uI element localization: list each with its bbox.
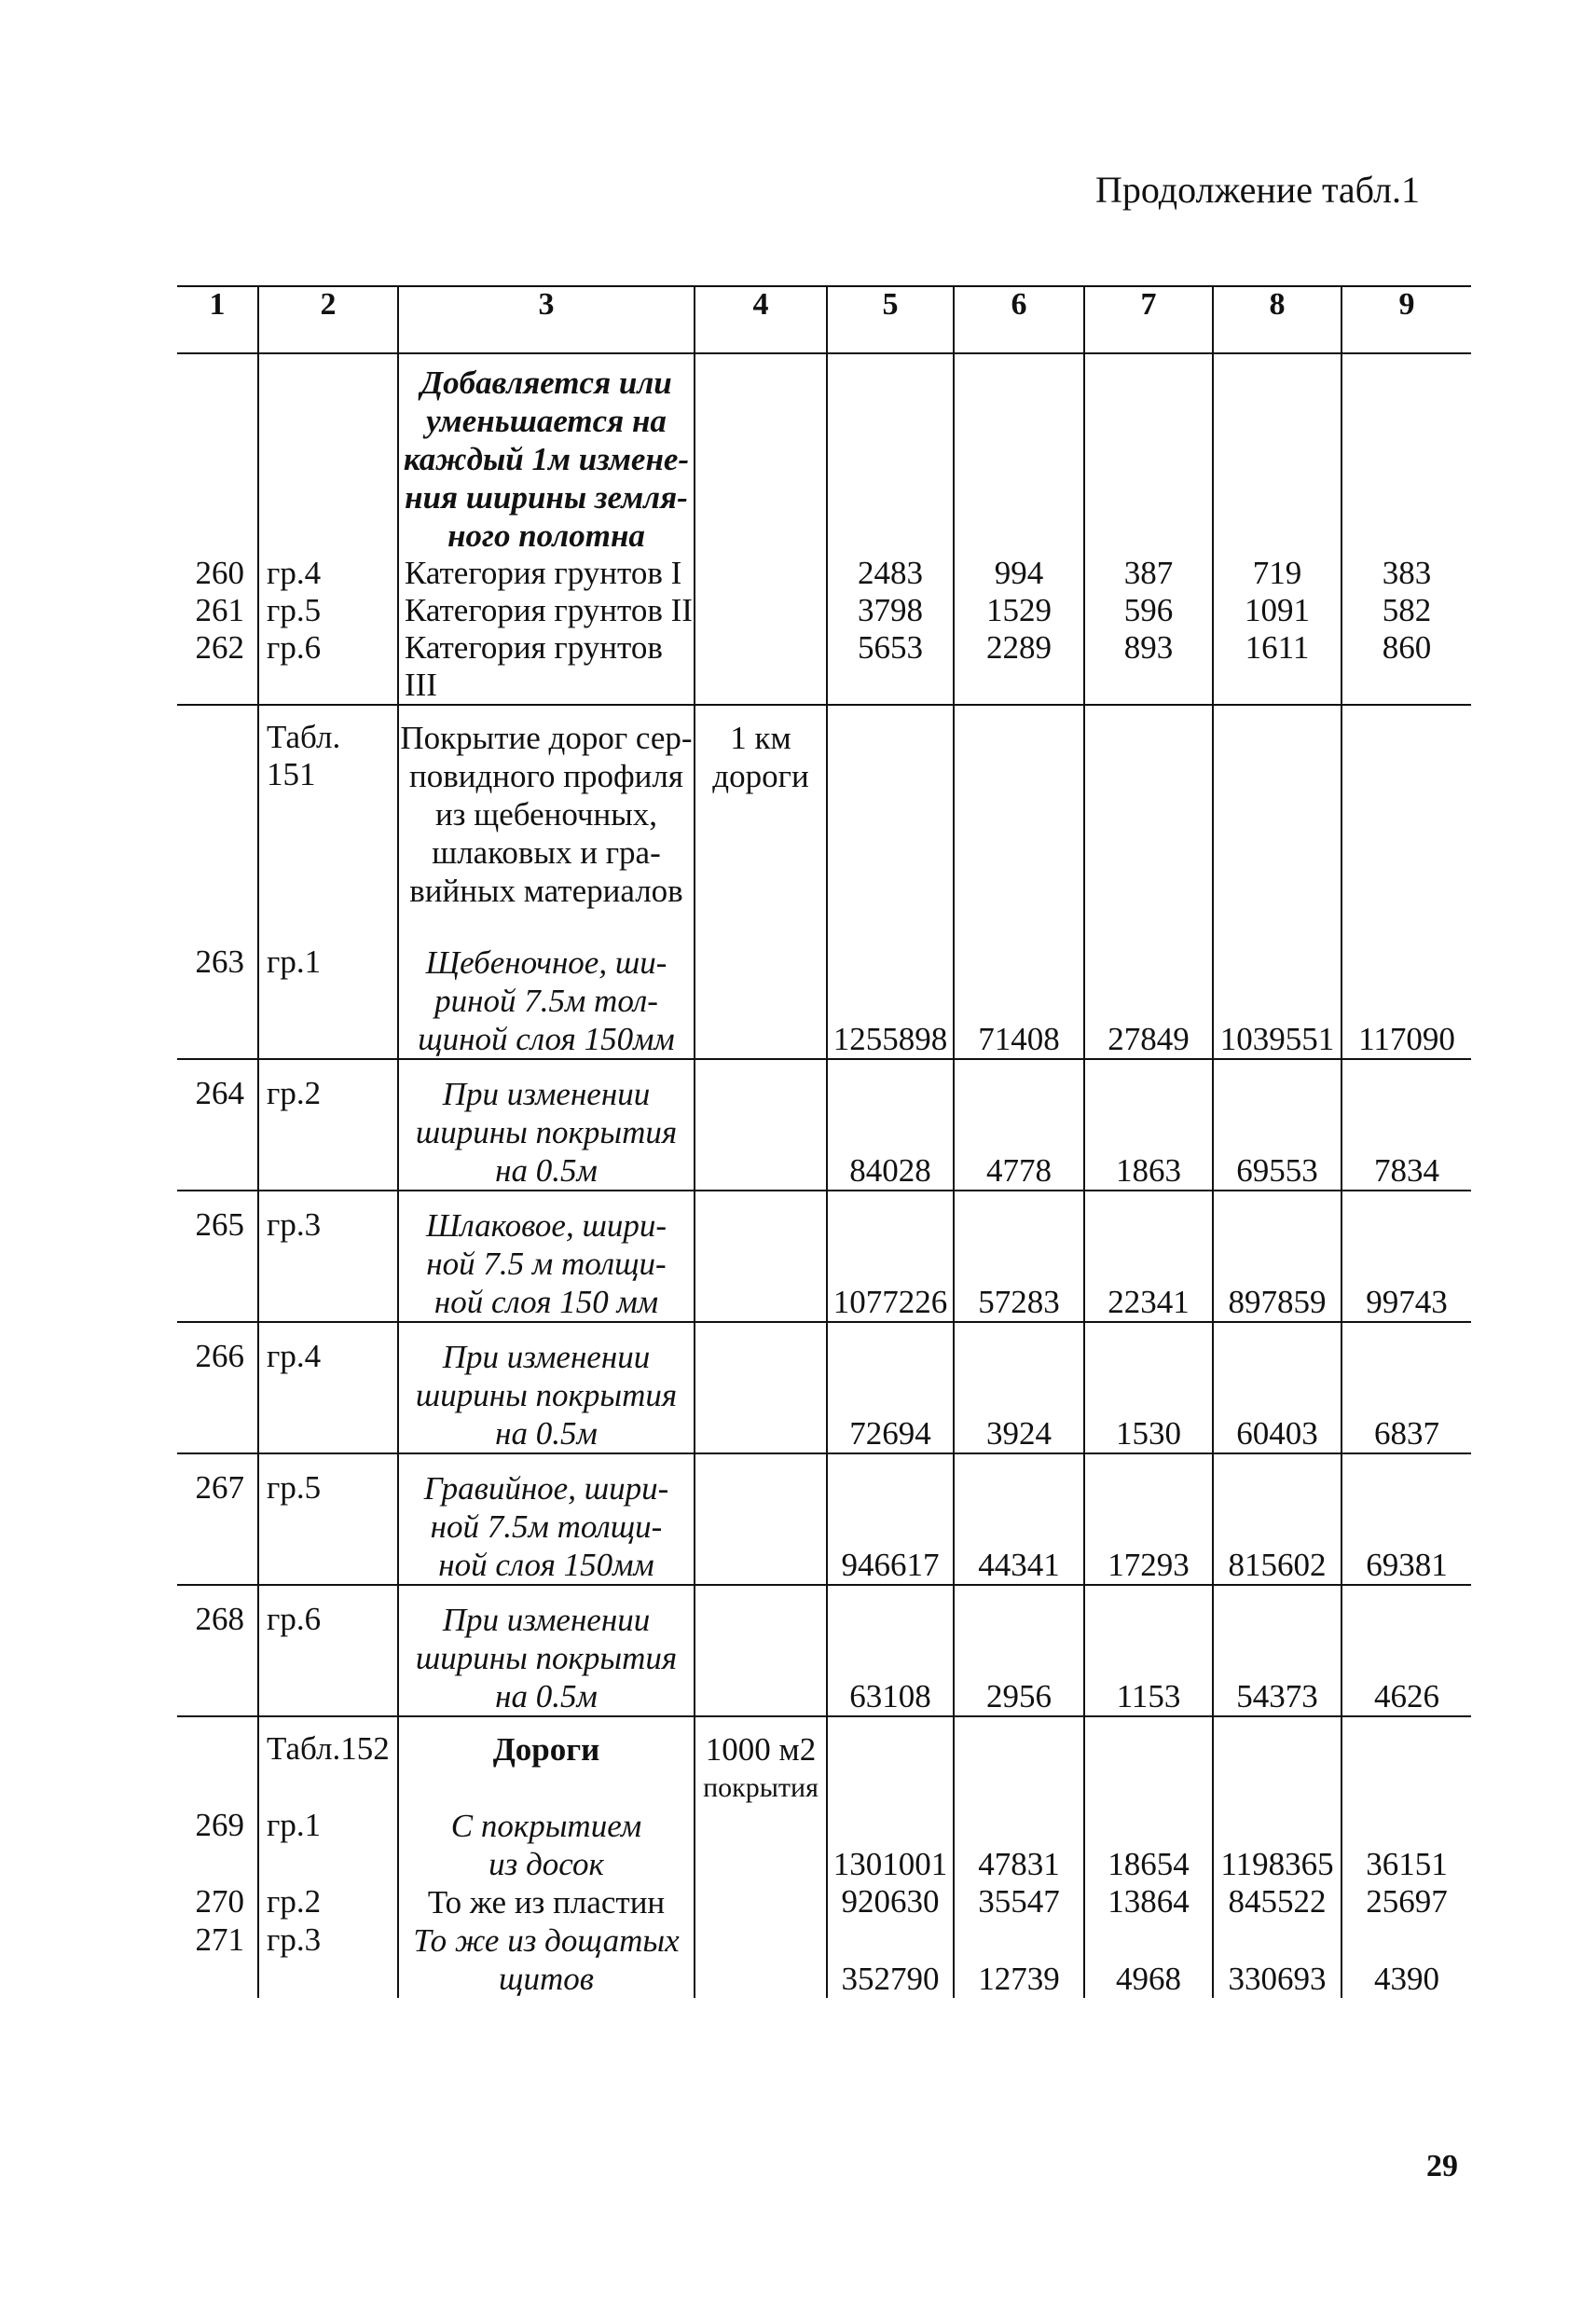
row-number: 270: [195, 1883, 244, 1920]
cell-value: 1255898: [827, 910, 954, 1059]
row-number: 263: [195, 943, 244, 980]
table-row: [177, 910, 1471, 1059]
cell-value: 54373: [1213, 1585, 1341, 1716]
row-group: гр.5: [258, 1453, 398, 1585]
cell-value: 71408: [954, 910, 1084, 1059]
cell-value: 99743: [1341, 1191, 1471, 1322]
column-header: 8: [1213, 286, 1341, 353]
row-number: 269: [195, 1807, 244, 1843]
cell-value: 920630: [827, 1883, 954, 1921]
row-number: 266: [177, 1322, 258, 1453]
column-header: 6: [954, 286, 1084, 353]
cell-value: 6837: [1341, 1322, 1471, 1453]
row-description: Категория грунтов II: [398, 592, 695, 629]
cell-value: 1529: [954, 592, 1084, 629]
cell-value: 1530: [1084, 1322, 1213, 1453]
continuation-label: Продолжение табл.1: [1095, 169, 1420, 211]
row-number: 268: [177, 1585, 258, 1716]
cell-value: 946617: [827, 1453, 954, 1585]
column-header: 9: [1341, 286, 1471, 353]
table-row: [177, 1716, 1471, 1807]
row-description: То же из пластин: [398, 1883, 695, 1921]
table-row: [177, 705, 1471, 910]
cell-value: 3798: [827, 592, 954, 629]
cell-value: 4778: [954, 1059, 1084, 1191]
cell-value: 117090: [1341, 910, 1471, 1059]
row-group: гр.4: [258, 1322, 398, 1453]
cell-value: 22341: [1084, 1191, 1213, 1322]
table-row: [177, 1059, 1471, 1191]
cell-value: 1301001: [827, 1807, 954, 1883]
column-header: 7: [1084, 286, 1213, 353]
row-description: С покрытием из досок: [398, 1807, 695, 1883]
row-description: Категория грунтов III: [398, 629, 695, 705]
row-group: гр.4: [258, 555, 398, 592]
row-description: При изменении ширины покрытия на 0.5м: [398, 1322, 695, 1453]
table-row: [177, 1191, 1471, 1322]
cell-value: 596: [1084, 592, 1213, 629]
table-row: [177, 364, 1471, 555]
table-reference: Табл. 151: [258, 705, 398, 910]
cell-value: 12739: [954, 1921, 1084, 1998]
cell-value: 63108: [827, 1585, 954, 1716]
table-row: [177, 1322, 1471, 1453]
cell-value: 57283: [954, 1191, 1084, 1322]
column-header: 4: [695, 286, 827, 353]
cell-value: 2483: [827, 555, 954, 592]
cell-value: 582: [1341, 592, 1471, 629]
column-header: 1: [177, 286, 258, 353]
cell-value: 44341: [954, 1453, 1084, 1585]
cell-value: 2289: [954, 629, 1084, 705]
cell-value: 47831: [954, 1807, 1084, 1883]
cell-value: 1153: [1084, 1585, 1213, 1716]
row-number: 261: [195, 592, 244, 628]
table-reference: Табл.152: [258, 1716, 398, 1807]
table-row: [177, 592, 1471, 629]
row-group: гр.1: [258, 1807, 398, 1883]
page-number: 29: [1426, 2149, 1458, 2183]
row-number: 267: [177, 1453, 258, 1585]
cell-value: 1198365: [1213, 1807, 1341, 1883]
header-row: [177, 286, 1471, 353]
row-group: гр.2: [258, 1059, 398, 1191]
cell-value: 72694: [827, 1322, 954, 1453]
cell-value: 7834: [1341, 1059, 1471, 1191]
row-description: Шлаковое, шири- ной 7.5 м толщи- ной слоя 150 мм: [398, 1191, 695, 1322]
cell-value: 69553: [1213, 1059, 1341, 1191]
cell-value: 35547: [954, 1883, 1084, 1921]
cell-value: 815602: [1213, 1453, 1341, 1585]
row-description: При изменении ширины покрытия на 0.5м: [398, 1059, 695, 1191]
column-header: 3: [398, 286, 695, 353]
row-description: Категория грунтов I: [398, 555, 695, 592]
row-group: гр.1: [258, 910, 398, 1059]
table-row: [177, 353, 1471, 364]
cell-value: 1611: [1213, 629, 1341, 705]
row-number: 262: [195, 629, 244, 666]
row-number: 264: [177, 1059, 258, 1191]
cell-value: 719: [1213, 555, 1341, 592]
cell-value: 5653: [827, 629, 954, 705]
row-group: гр.6: [258, 1585, 398, 1716]
cell-value: 69381: [1341, 1453, 1471, 1585]
cell-value: 897859: [1213, 1191, 1341, 1322]
cell-value: 1091: [1213, 592, 1341, 629]
table-row: [177, 1807, 1471, 1883]
cell-value: 60403: [1213, 1322, 1341, 1453]
table-row: [177, 555, 1471, 592]
resource-table: [177, 285, 1471, 1998]
table-row: [177, 1921, 1471, 1998]
cell-value: 25697: [1341, 1883, 1471, 1921]
row-number: 265: [177, 1191, 258, 1322]
row-group: гр.2: [258, 1883, 398, 1921]
row-description: При изменении ширины покрытия на 0.5м: [398, 1585, 695, 1716]
cell-value: 1077226: [827, 1191, 954, 1322]
row-description: Щебеночное, ши- риной 7.5м тол- щиной слоя 150мм: [398, 910, 695, 1059]
cell-value: 845522: [1213, 1883, 1341, 1921]
row-description: Гравийное, шири- ной 7.5м толщи- ной слоя 150мм: [398, 1453, 695, 1585]
table-row: [177, 629, 1471, 705]
table-row: [177, 1585, 1471, 1716]
cell-value: 893: [1084, 629, 1213, 705]
table-row: [177, 1883, 1471, 1921]
cell-value: 352790: [827, 1921, 954, 1998]
table-row: [177, 1453, 1471, 1585]
unit: 1 км дороги: [695, 705, 827, 910]
cell-value: 17293: [1084, 1453, 1213, 1585]
cell-value: 18654: [1084, 1807, 1213, 1883]
cell-value: 994: [954, 555, 1084, 592]
cell-value: 2956: [954, 1585, 1084, 1716]
cell-value: 860: [1341, 629, 1471, 705]
cell-value: 27849: [1084, 910, 1213, 1059]
cell-value: 4390: [1341, 1921, 1471, 1998]
cell-value: 36151: [1341, 1807, 1471, 1883]
unit: 1000 м2 покрытия: [695, 1716, 827, 1807]
row-number: 260: [195, 555, 244, 591]
row-group: гр.6: [258, 629, 398, 705]
section-title: Дороги: [398, 1716, 695, 1807]
row-description: Добавляется или уменьшается на каждый 1м измене- ния ширины земля- ного полотна: [398, 364, 695, 555]
row-group: гр.5: [258, 592, 398, 629]
cell-value: 330693: [1213, 1921, 1341, 1998]
column-header: 5: [827, 286, 954, 353]
row-group: гр.3: [258, 1191, 398, 1322]
cell-value: 387: [1084, 555, 1213, 592]
column-header: 2: [258, 286, 398, 353]
row-group: гр.3: [258, 1921, 398, 1998]
cell-value: 1039551: [1213, 910, 1341, 1059]
cell-value: 84028: [827, 1059, 954, 1191]
cell-value: 383: [1341, 555, 1471, 592]
cell-value: 13864: [1084, 1883, 1213, 1921]
cell-value: 4968: [1084, 1921, 1213, 1998]
cell-value: 1863: [1084, 1059, 1213, 1191]
section-title: Покрытие дорог сер- повидного профиля из щебеночных, шлаковых и гра- вийных материалов: [398, 705, 695, 910]
row-description: То же из дощатых щитов: [398, 1921, 695, 1998]
cell-value: 4626: [1341, 1585, 1471, 1716]
row-number: 271: [195, 1921, 244, 1958]
cell-value: 3924: [954, 1322, 1084, 1453]
